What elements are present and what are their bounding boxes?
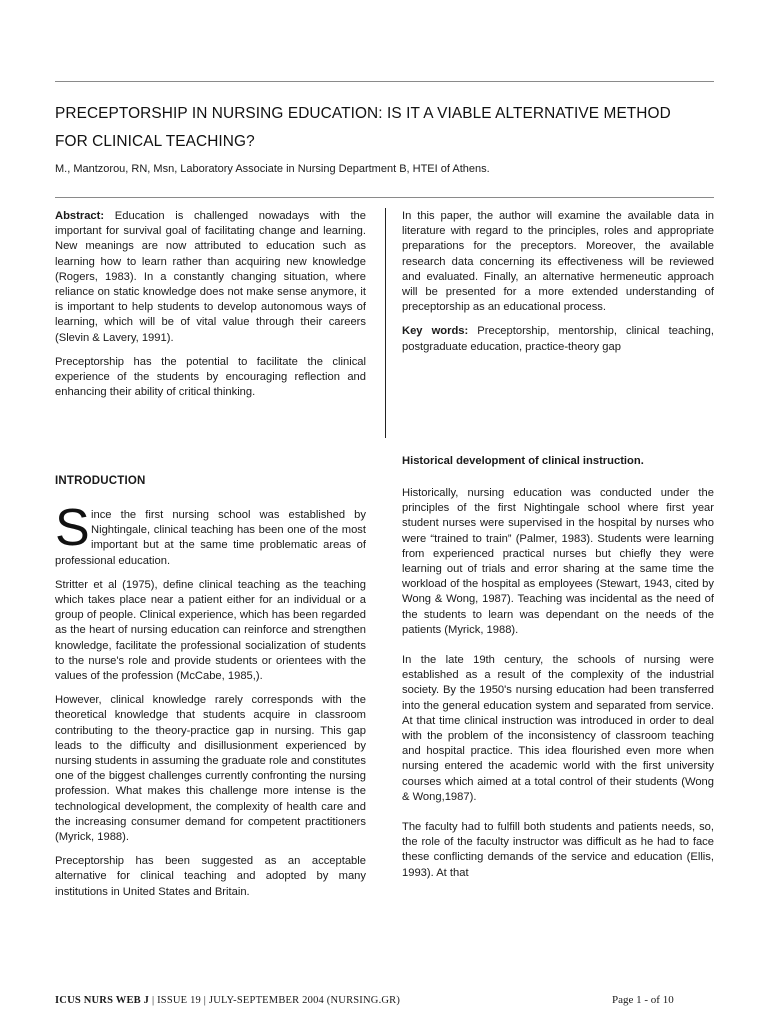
history-heading: Historical development of clinical instruction. [402,455,644,467]
header-rule [55,197,714,198]
article-title [55,100,725,156]
abstract-column [55,209,366,409]
keywords-text: Preceptorship, mentorship, clinical teaching, postgraduate education, practice-theory gap [402,325,714,353]
dropcap-letter: S [55,499,90,557]
dropcap-box [55,499,90,557]
history-paragraph-1: Historically, nursing education was conducted under the principles of the first Nightingale school where first year student nurses were supervised in the hospital by nurses who were “trained to train” (Palmer, 1983). Students were learning from experienced practical nurses but chiefly they were learning out of trials and error sharing at the same time the workload of the hospital as employees (Stewart, 1943, cited by Wong & Wong, 1987). Teaching was incidental as the need of the students to learn was dependant on the needs of the patients (Myrick, 1988). [402,487,714,636]
abstract-text: Education is challenged nowadays with the important for survival goal of facilitating change and learning. New meanings are now attributed to education such as learning how to learn rather than acquiring new knowledge (Rogers, 1983). In a constantly changing situation, where reliance on static knowledge does not make sense anymore, it is important to help students to develop autonomous ways of learning, which will be of vital value through their careers (Slevin & Lavery, 1991). [55,210,366,344]
intro-paragraph-1-text: ince the first nursing school was established by Nightingale, clinical teaching has been one of the most important but at the same time problematic areas of professional education. [55,509,366,567]
intro-paragraph-2: Stritter et al (1975), define clinical teaching as the teaching which takes place near a patient either for an individual or a group of people. Clinical experience, which has been regarded as the heart of nursing education can reinforce and strengthen knowledge, facilitate the professional socialization of students to the nurse's role and provide students or orientees with the values of the profession (McCabe, 1985,). [55,578,366,683]
introduction-heading: INTRODUCTION [55,475,146,487]
footer-journal-info [55,995,400,1006]
footer-page-number: Page 1 - of 10 [612,994,674,1006]
keywords-paragraph [402,324,714,354]
column-divider [385,208,386,438]
intro-paragraph-3: However, clinical knowledge rarely corresponds with the theoretical knowledge that students acquire in classroom contributing to the theory-practice gap in nursing. This gap leads to the difficulty and disillusionment experienced by nursing students in assuming the graduate role and constitutes one of the biggest challenges currently confronting the nursing profession. What makes this challenge more intense is the technological development, the complexity of health care and the increasing consumer demand for competent practitioners (Myrick, 1988). [55,694,366,844]
title-line-2: FOR CLINICAL TEACHING? [55,133,255,150]
history-column [402,486,714,896]
history-paragraph-3: The faculty had to fulfill both students and patients needs, so, the role of the faculty instructor was difficult as he had to face these conflicting demands of the service and education (Ellis, 1993). At that [402,821,714,879]
author-line: M., Mantzorou, RN, Msn, Laboratory Associate in Nursing Department B, HTEI of Athens. [55,163,490,175]
abstract-paragraph-2: Preceptorship has the potential to facilitate the clinical experience of the students by encouraging reflection and enhancing their ability of critical thinking. [55,355,366,399]
keywords-label: Key words: [402,325,469,338]
footer-journal-name: ICUS NURS WEB J [55,995,150,1006]
summary-column [402,209,714,364]
intro-paragraph-4: Preceptorship has been suggested as an acceptable alternative for clinical teaching and adopted by many institutions in United States and Britain. [55,855,366,898]
footer-issue: | ISSUE 19 | JULY-SEPTEMBER 2004 (NURSING.GR) [149,995,401,1006]
introduction-column [55,499,366,909]
top-rule [55,81,714,82]
abstract-label: Abstract: [55,210,105,222]
abstract-paragraph [55,209,366,346]
title-line-1: PRECEPTORSHIP IN NURSING EDUCATION: IS IT A VIABLE ALTERNATIVE METHOD [55,105,671,122]
intro-paragraph-1 [55,499,366,569]
history-paragraph-2: In the late 19th century, the schools of nursing were established as a result of the complexity of the industrial society. By the 1950's nursing education had been transferred into the general education system and separated from service. At that time clinical instruction was introduced in order to deal with the problem of the inconsistency of classroom teaching and hospital practice. This idea flourished even more when nursing entered the academic world with the first university courses which aimed at a total control of their students (Wong & Wong,1987). [402,654,714,803]
summary-paragraph: In this paper, the author will examine the available data in literature with regard to the principles, roles and appropriate preparations for the preceptors. Moreover, the available research data concerning its effectiveness will be reviewed and evaluated. Finally, an alternative hermeneutic approach will be presented for a more extended understanding of preceptorship as an educational process. [402,210,714,314]
